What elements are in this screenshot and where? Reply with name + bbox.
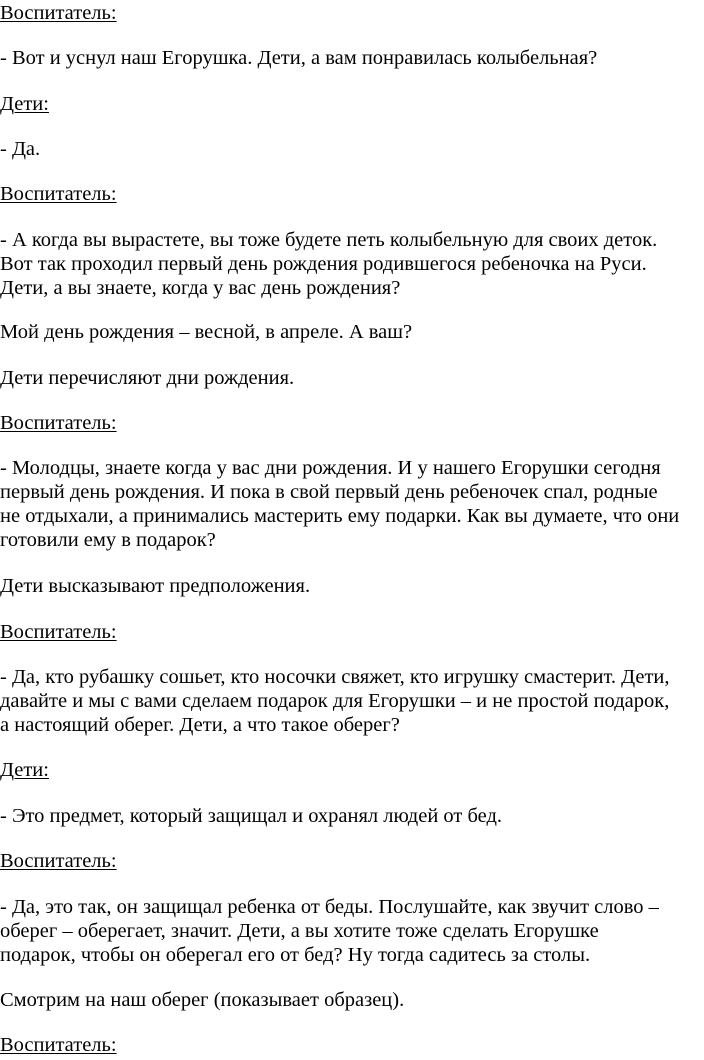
speech-paragraph: - Да. — [0, 138, 41, 160]
speech-paragraph: - Да, это так, он защищал ребенка от беды. Послушайте, как звучит слово – оберег – оберегает, значит. Дети, а вы хотите тоже сделать Егорушке подарок, чтобы он оберегал его от бед? Ну тогда садитесь за столы. — [0, 896, 659, 966]
text-paragraph: Дети высказывают предположения. — [0, 575, 311, 597]
speaker-label: Дети: — [0, 759, 49, 781]
speaker-label: Воспитатель: — [0, 1034, 117, 1056]
speaker-label: Дети: — [0, 93, 49, 115]
speaker-label: Воспитатель: — [0, 2, 117, 24]
text-paragraph: Смотрим на наш оберег (показывает образец). — [0, 989, 405, 1011]
speech-paragraph: - Вот и уснул наш Егорушка. Дети, а вам понравилась колыбельная? — [0, 47, 598, 69]
speaker-label: Воспитатель: — [0, 183, 117, 205]
speech-paragraph: - А когда вы вырастете, вы тоже будете петь колыбельную для своих деток. Вот так проходил первый день рождения родившегося ребеночка на Руси. Дети, а вы знаете, когда у вас день рождения? — [0, 229, 658, 299]
text-paragraph: Дети перечисляют дни рождения. — [0, 367, 295, 389]
speech-paragraph: - Молодцы, знаете когда у вас дни рождения. И у нашего Егорушки сегодня первый день рождения. И пока в свой первый день ребеночек спал, родные не отдыхали, а принимались мастерить ему подарки. Как вы думаете, что они готовили ему в подарок? — [0, 457, 680, 551]
text-paragraph: Мой день рождения – весной, в апреле. А ваш? — [0, 321, 413, 343]
speaker-label: Воспитатель: — [0, 621, 117, 643]
speech-paragraph: - Это предмет, который защищал и охранял людей от бед. — [0, 805, 503, 827]
speech-paragraph: - Да, кто рубашку сошьет, кто носочки свяжет, кто игрушку смастерит. Дети, давайте и мы с вами сделаем подарок для Егорушки – и не простой подарок, а настоящий оберег. Дети, а что такое оберег? — [0, 666, 670, 736]
speaker-label: Воспитатель: — [0, 850, 117, 872]
speaker-label: Воспитатель: — [0, 412, 117, 434]
